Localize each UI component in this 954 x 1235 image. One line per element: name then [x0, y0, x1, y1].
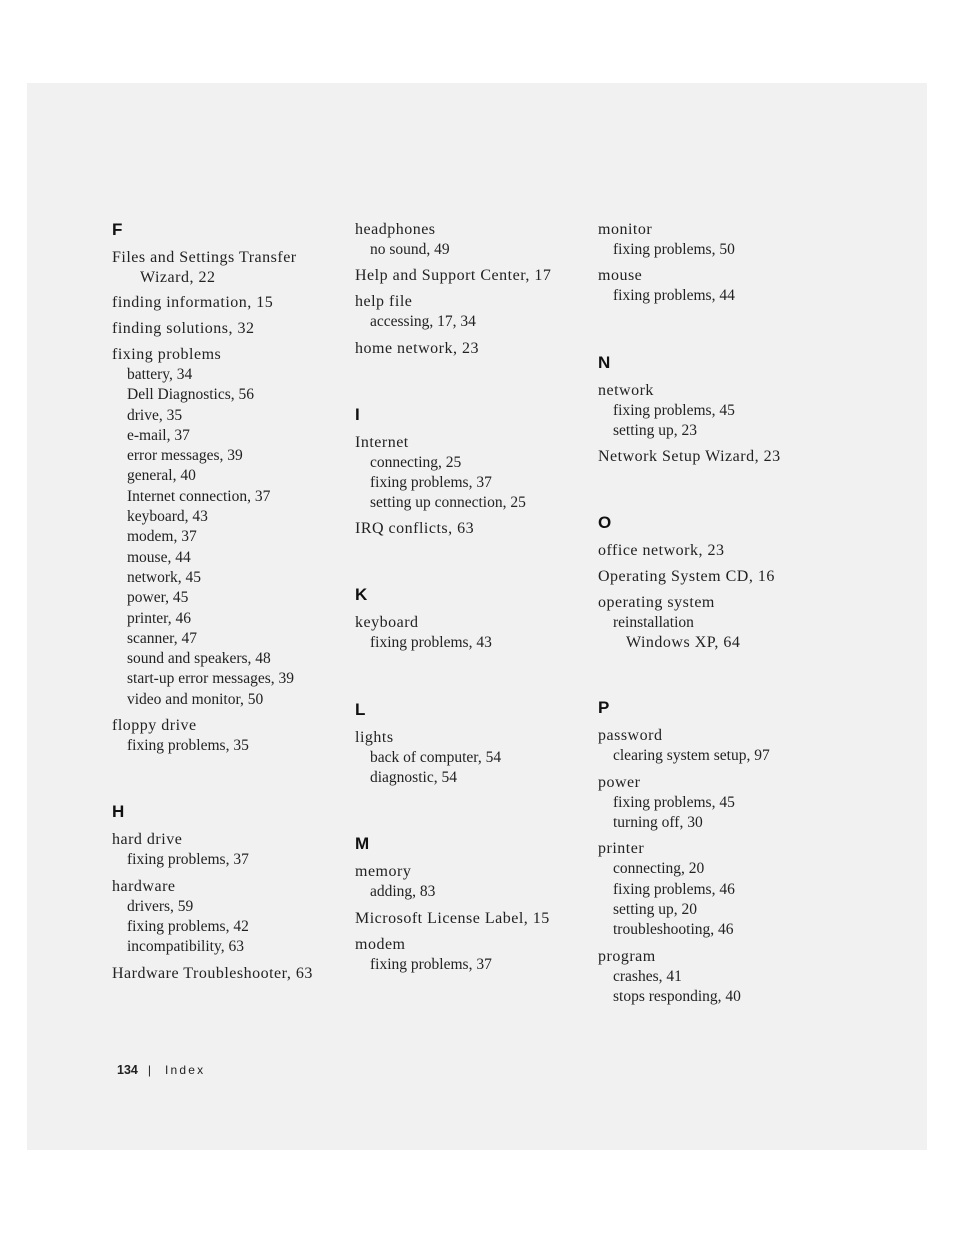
footer-title: Index: [164, 1063, 206, 1077]
index-term: headphones: [355, 221, 436, 238]
index-section: [355, 220, 590, 359]
index-subentry-text: start-up error messages, 39: [127, 670, 295, 688]
index-term: program: [598, 947, 656, 965]
index-subentry-text: setting up connection, 25: [370, 494, 526, 512]
index-subentry-text: adding, 83: [370, 883, 436, 901]
index-subentry-text: troubleshooting, 46: [613, 921, 734, 939]
index-subentry-text: fixing problems, 50: [613, 241, 735, 258]
index-term: Network Setup Wizard, 23: [598, 448, 781, 466]
index-subentry-text: drive, 35: [127, 406, 183, 424]
section-letter-heading: H: [112, 802, 125, 822]
page-sheet: [27, 83, 927, 1150]
index-term: Hardware Troubleshooter, 63: [112, 964, 313, 982]
index-term: memory: [355, 863, 412, 881]
index-subentry: [112, 690, 347, 710]
index-subentry-text: diagnostic, 54: [370, 769, 457, 787]
index-entry: [355, 266, 590, 286]
index-subentry: [112, 385, 347, 405]
index-term-continuation: Wizard, 22: [140, 269, 216, 286]
index-entry: [112, 293, 347, 313]
index-term: mouse: [598, 267, 643, 285]
index-subentry: [112, 609, 347, 629]
section-letter-heading: M: [355, 834, 370, 854]
index-entry: [355, 339, 590, 359]
index-subentry: [112, 446, 347, 466]
index-subentry-text: battery, 34: [127, 366, 193, 383]
index-section: [598, 698, 833, 1007]
index-section: [598, 220, 833, 307]
index-entry: [355, 519, 590, 539]
index-subentry-text: back of computer, 54: [370, 748, 502, 766]
index-subentry-text: clearing system setup, 97: [613, 747, 770, 765]
index-term: network: [598, 381, 654, 399]
index-subentry: [112, 365, 347, 385]
index-subentry-text: setting up, 20: [613, 900, 697, 918]
index-subentry-text: fixing problems, 35: [127, 737, 249, 755]
index-subentry-text: fixing problems, 37: [370, 473, 492, 491]
index-entry: [598, 381, 833, 442]
index-subentry: [598, 920, 833, 940]
index-section: [355, 700, 590, 789]
index-term: power: [598, 773, 641, 791]
index-section: [355, 405, 590, 540]
index-term: finding information, 15: [112, 294, 274, 311]
index-entry: [112, 830, 347, 870]
index-entry: [355, 292, 590, 332]
index-subentry: [598, 286, 833, 306]
index-entry: [598, 593, 833, 652]
index-section: [598, 513, 833, 652]
index-subentry: [598, 613, 833, 652]
index-subentry: [112, 897, 347, 917]
index-entry: [598, 541, 833, 561]
index-entry: [355, 220, 590, 260]
index-column-3: [598, 220, 833, 1053]
index-subentry-text: connecting, 20: [613, 860, 705, 878]
index-subentry: [112, 548, 347, 568]
page-number: 134: [117, 1063, 138, 1077]
index-subentry: [598, 967, 833, 987]
index-term: lights: [355, 728, 394, 746]
section-letter-heading: N: [598, 352, 611, 372]
section-letter-heading: K: [355, 585, 368, 605]
index-subentry-text: fixing problems, 45: [613, 401, 735, 419]
index-subentry-text: error messages, 39: [127, 447, 243, 465]
index-subentry-text: connecting, 25: [370, 453, 462, 471]
index-entry: [598, 726, 833, 766]
index-subentry: [355, 453, 590, 473]
index-column-2: [355, 220, 590, 1021]
index-subentry: [598, 859, 833, 879]
index-subentry-text: mouse, 44: [127, 548, 191, 566]
section-letter-heading: O: [598, 513, 612, 533]
index-subentry: [598, 813, 833, 833]
index-entry: [112, 716, 347, 756]
index-subentry-text: setting up, 23: [613, 421, 697, 439]
index-subentry: [598, 401, 833, 421]
index-subentry-text: fixing problems, 43: [370, 634, 492, 652]
index-subentry-text: fixing problems, 37: [370, 955, 492, 973]
section-letter-heading: I: [355, 404, 360, 424]
index-term: IRQ conflicts, 63: [355, 520, 475, 538]
index-subentry-text: scanner, 47: [127, 629, 197, 647]
index-term: fixing problems: [112, 346, 222, 363]
index-subentry: [355, 768, 590, 788]
index-entry: [355, 433, 590, 514]
index-entry: [598, 266, 833, 306]
index-term: hardware: [112, 877, 176, 895]
index-term: printer: [598, 840, 645, 858]
index-subentry-text: video and monitor, 50: [127, 690, 264, 708]
index-entry: [112, 319, 347, 339]
index-entry: [598, 447, 833, 467]
footer-separator: |: [147, 1063, 151, 1077]
index-subentry: [355, 473, 590, 493]
index-subentry: [598, 900, 833, 920]
index-subentry: [112, 588, 347, 608]
index-subentry-text: drivers, 59: [127, 897, 194, 915]
page-footer: [117, 1061, 205, 1079]
index-entry: [112, 248, 347, 287]
section-letter-heading: P: [598, 698, 610, 718]
index-entry: [355, 728, 590, 789]
index-term: home network, 23: [355, 339, 479, 357]
index-entry: [355, 909, 590, 929]
index-subentry-text: turning off, 30: [613, 814, 703, 832]
index-entry: [355, 862, 590, 902]
index-entry: [355, 613, 590, 653]
index-subentry-text: e-mail, 37: [127, 426, 190, 444]
index-term: floppy drive: [112, 717, 197, 735]
index-term: office network, 23: [598, 542, 725, 560]
index-term: keyboard: [355, 614, 419, 632]
index-subentry: [598, 880, 833, 900]
index-term: finding solutions, 32: [112, 320, 255, 337]
index-subentry-text: fixing problems, 46: [613, 880, 735, 898]
index-term: Files and Settings Transfer: [112, 249, 297, 266]
index-term: Internet: [355, 433, 409, 451]
index-entry: [598, 773, 833, 834]
index-subentry-text: Internet connection, 37: [127, 487, 271, 505]
index-entry: [112, 877, 347, 958]
index-subentry-text: general, 40: [127, 467, 196, 485]
index-subentry: [355, 240, 590, 260]
index-subentry: [598, 746, 833, 766]
index-column-1: [112, 220, 347, 1030]
index-subentry: [598, 421, 833, 441]
index-section: [355, 585, 590, 653]
index-entry: [598, 947, 833, 1008]
index-subentry: [112, 507, 347, 527]
index-subentry-continuation: Windows XP, 64: [626, 634, 741, 652]
index-term: Microsoft License Label, 15: [355, 909, 550, 927]
index-entry: [598, 567, 833, 587]
index-subentry: [355, 493, 590, 513]
index-subentry-text: fixing problems, 45: [613, 793, 735, 811]
index-section: [112, 802, 347, 983]
index-term: hard drive: [112, 831, 183, 849]
index-subentry: [112, 937, 347, 957]
index-subentry-text: fixing problems, 37: [127, 851, 249, 869]
index-subentry: [355, 955, 590, 975]
index-subentry: [355, 312, 590, 332]
index-term: password: [598, 727, 663, 745]
index-entry: [355, 935, 590, 975]
index-entry: [112, 345, 347, 710]
index-subentry: [112, 466, 347, 486]
index-subentry: [112, 917, 347, 937]
index-subentry: [112, 426, 347, 446]
index-subentry-text: fixing problems, 44: [613, 287, 735, 305]
index-subentry-text: power, 45: [127, 589, 189, 607]
index-subentry: [112, 487, 347, 507]
index-term: Operating System CD, 16: [598, 568, 775, 586]
index-subentry-text: Dell Diagnostics, 56: [127, 386, 254, 404]
index-term: monitor: [598, 221, 653, 238]
index-term: help file: [355, 293, 413, 311]
index-subentry: [112, 736, 347, 756]
index-term: Help and Support Center, 17: [355, 267, 552, 285]
index-entry: [598, 220, 833, 260]
index-subentry-text: incompatibility, 63: [127, 938, 244, 956]
index-subentry-text: sound and speakers, 48: [127, 650, 271, 668]
section-letter-heading: F: [112, 220, 123, 239]
index-subentry: [355, 633, 590, 653]
index-subentry-text: printer, 46: [127, 609, 191, 627]
index-subentry: [598, 793, 833, 813]
index-subentry-text: fixing problems, 42: [127, 917, 249, 935]
index-term: modem: [355, 935, 406, 953]
index-subentry-text: network, 45: [127, 568, 202, 586]
index-subentry: [112, 669, 347, 689]
index-subentry: [355, 882, 590, 902]
index-subentry: [112, 649, 347, 669]
index-subentry: [598, 240, 833, 260]
index-subentry-text: crashes, 41: [613, 967, 682, 985]
index-subentry: [112, 629, 347, 649]
index-subentry-text: stops responding, 40: [613, 987, 741, 1005]
index-subentry-text: keyboard, 43: [127, 508, 208, 526]
index-subentry: [598, 987, 833, 1007]
index-section: [598, 353, 833, 468]
index-entry: [598, 839, 833, 940]
index-subentry-text: accessing, 17, 34: [370, 313, 476, 331]
index-subentry: [112, 850, 347, 870]
index-section: [355, 834, 590, 975]
index-subentry: [112, 527, 347, 547]
index-subentry-text: reinstallation: [613, 614, 694, 632]
index-subentry: [112, 568, 347, 588]
index-subentry-text: modem, 37: [127, 528, 197, 546]
index-subentry-text: no sound, 49: [370, 241, 450, 258]
index-subentry: [355, 748, 590, 768]
index-section: [112, 220, 347, 756]
index-term: operating system: [598, 594, 715, 612]
section-letter-heading: L: [355, 699, 366, 719]
index-subentry: [112, 406, 347, 426]
index-entry: [112, 964, 347, 984]
